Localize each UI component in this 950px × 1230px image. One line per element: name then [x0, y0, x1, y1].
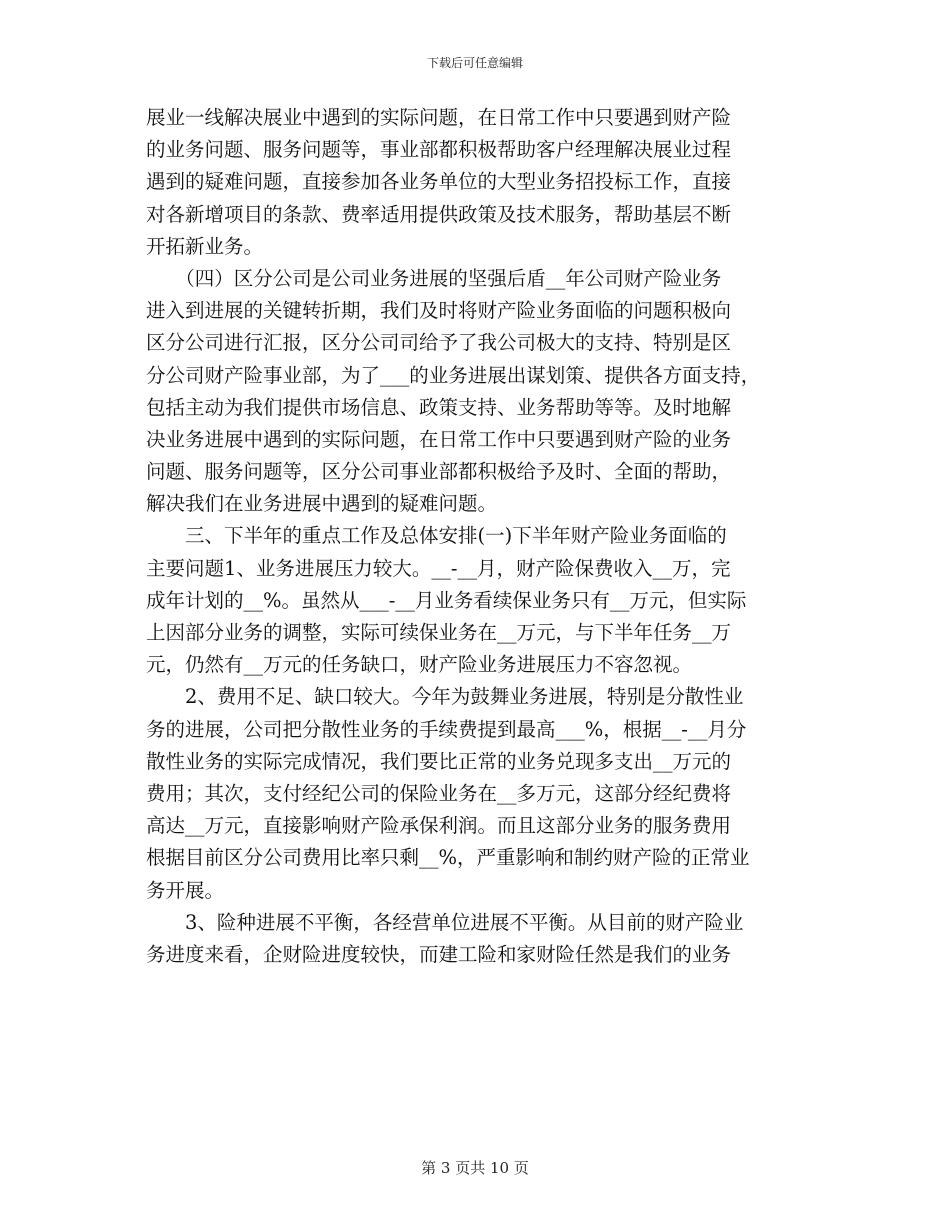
text-line: 费用；其次，支付经纪公司的保险业务在__多万元，这部分经纪费将 — [146, 781, 732, 805]
text-line: 区分公司进行汇报，区分公司司给予了我公司极大的支持、特别是区 — [146, 331, 732, 355]
text-line: 解决我们在业务进展中遇到的疑难问题。 — [146, 492, 498, 516]
page-header: 下载后可任意编辑 — [426, 56, 523, 70]
text-line: 进入到进展的关键转折期，我们及时将财产险业务面临的问题积极向 — [146, 299, 732, 323]
paragraph-2 — [146, 263, 816, 521]
text-line: 高达__万元，直接影响财产险承保利润。而且这部分业务的服务费用 — [146, 814, 732, 838]
text-line: 元，仍然有__万元的任务缺口，财产险业务进展压力不容忽视。 — [146, 653, 693, 677]
document-body — [146, 102, 816, 971]
text-line: 决业务进展中遇到的实际问题，在日常工作中只要遇到财产险的业务 — [146, 427, 732, 451]
text-line: 2、费用不足、缺口较大。今年为鼓舞业务进展，特别是分散性业 — [146, 685, 744, 709]
text-line: 务开展。 — [146, 878, 225, 902]
text-line: 务的进展，公司把分散性业务的手续费提到最高___%，根据__-__月分 — [146, 717, 747, 741]
text-line: 开拓新业务。 — [146, 234, 264, 258]
page-footer: 第 3 页共 10 页 — [421, 1159, 529, 1177]
paragraph-3 — [146, 520, 816, 681]
paragraph-4 — [146, 681, 816, 906]
text-line: 的业务问题、服务问题等，事业部都积极帮助客户经理解决展业过程 — [146, 138, 732, 162]
text-line: 分公司财产险事业部，为了___的业务进展出谋划策、提供各方面支持， — [146, 363, 761, 387]
text-line: 主要问题1、业务进展压力较大。__-__月，财产险保费收入__万，完 — [146, 556, 731, 580]
text-line: 根据目前区分公司费用比率只剩__%，严重影响和制约财产险的正常业 — [146, 846, 750, 870]
text-line: 遇到的疑难问题，直接参加各业务单位的大型业务招投标工作，直接 — [146, 170, 732, 194]
text-line: 务进度来看，企财险进度较快，而建工险和家财险任然是我们的业务 — [146, 942, 732, 966]
text-line: 散性业务的实际完成情况，我们要比正常的业务兑现多支出__万元的 — [146, 749, 732, 773]
text-line: 包括主动为我们提供市场信息、政策支持、业务帮助等等。及时地解 — [146, 395, 732, 419]
paragraph-5 — [146, 907, 816, 971]
text-line: 三、下半年的重点工作及总体安排(一)下半年财产险业务面临的 — [146, 524, 727, 548]
text-line: 3、险种进展不平衡，各经营单位进展不平衡。从目前的财产险业 — [146, 910, 744, 934]
text-line: 上因部分业务的调整，实际可续保业务在__万元，与下半年任务__万 — [146, 621, 732, 644]
text-line: 成年计划的__%。虽然从___-__月业务看续保业务只有__万元，但实际 — [146, 588, 747, 612]
paragraph-1 — [146, 102, 816, 263]
text-line: （四）区分公司是公司业务进展的坚强后盾__年公司财产险业务 — [146, 266, 722, 290]
text-line: 对各新增项目的条款、费率适用提供政策及技术服务，帮助基层不断 — [146, 202, 732, 226]
text-line: 问题、服务问题等，区分公司事业部都积极给予及时、全面的帮助， — [146, 460, 732, 484]
text-line: 展业一线解决展业中遇到的实际问题，在日常工作中只要遇到财产险 — [146, 106, 732, 129]
